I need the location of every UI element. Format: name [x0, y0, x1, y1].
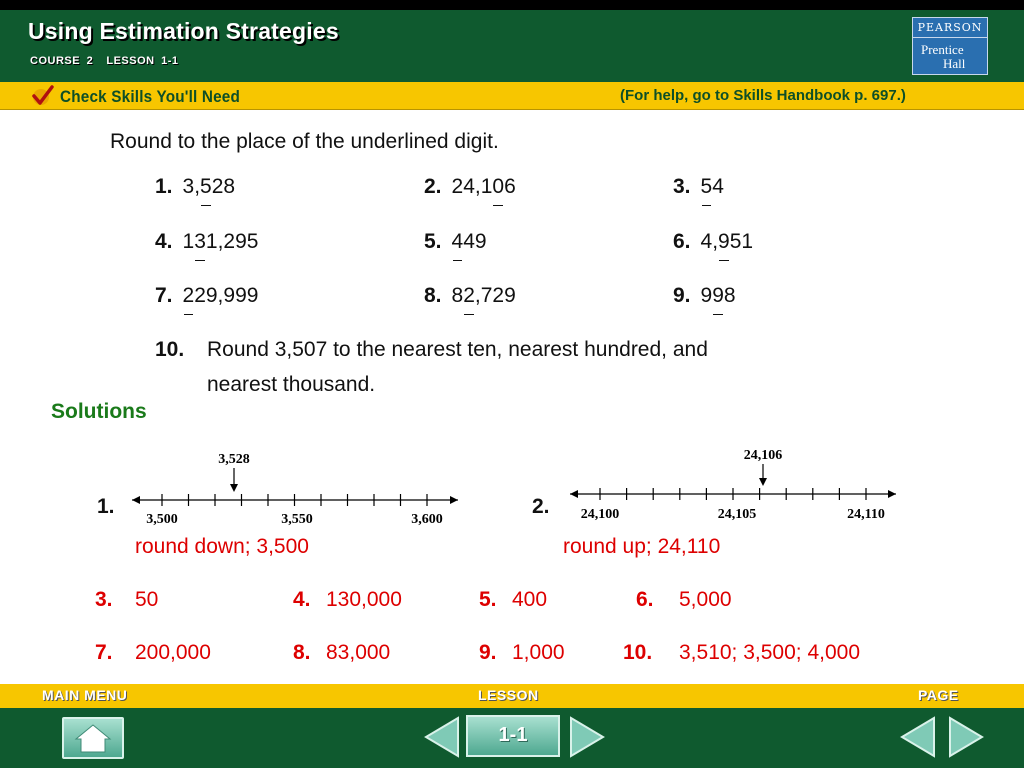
problem-6	[673, 230, 753, 254]
publisher-imprint-line1: Prentice	[921, 42, 964, 57]
answer-number: 3.	[95, 588, 113, 611]
problem-10-text-line1: Round 3,507 to the nearest ten, nearest hundred, and	[207, 338, 708, 361]
problem-number: 10.	[155, 338, 185, 361]
right-arrow-icon	[950, 718, 982, 756]
problem-value: 229,999	[182, 284, 259, 307]
tick-label: 24,105	[717, 507, 757, 522]
problem-number: 6.	[673, 230, 691, 253]
pointer-label: 3,528	[218, 452, 250, 467]
problem-value: 131,295	[182, 230, 259, 253]
solution-1-caption: round down; 3,500	[135, 535, 309, 558]
answer-value: 3,510; 3,500; 4,000	[679, 641, 860, 664]
problem-number: 9.	[673, 284, 691, 307]
solution-1-number: 1.	[97, 495, 115, 518]
tick-label: 3,500	[146, 512, 178, 527]
pointer-label: 24,106	[743, 448, 783, 463]
problem-7	[155, 284, 258, 308]
problem-number: 1.	[155, 175, 173, 198]
right-arrow-icon	[571, 718, 603, 756]
axis-right-arrow	[888, 490, 896, 498]
number-line-2	[566, 442, 902, 526]
underlined-digit: 5	[700, 175, 713, 198]
problem-4	[155, 230, 258, 254]
problem-5	[424, 230, 487, 254]
answer-value: 83,000	[326, 641, 391, 664]
problem-10-text-line2: nearest thousand.	[207, 373, 376, 396]
axis-left-arrow	[570, 490, 578, 498]
lesson-previous-button[interactable]	[422, 715, 462, 759]
solution-2-number: 2.	[532, 495, 550, 518]
course-lesson-subtitle: COURSE 2 LESSON 1-1	[30, 55, 179, 67]
answer-number: 5.	[479, 588, 497, 611]
answer-number: 9.	[479, 641, 497, 664]
problem-3	[673, 175, 724, 199]
problem-value: 998	[700, 284, 736, 307]
solution-2-caption: round up; 24,110	[563, 535, 721, 558]
answer-value: 5,000	[679, 588, 732, 611]
problem-value: 54	[700, 175, 724, 198]
problem-2	[424, 175, 516, 199]
publisher-imprint-line2: Hall	[943, 56, 966, 71]
underlined-digit: 2	[182, 284, 195, 307]
underlined-digit: 4	[451, 230, 464, 253]
problem-10	[155, 338, 184, 362]
problem-value: 4,951	[700, 230, 754, 253]
problem-number: 8.	[424, 284, 442, 307]
page-label: PAGE	[918, 687, 959, 703]
main-menu-home-button[interactable]	[62, 717, 124, 759]
instruction-text: Round to the place of the underlined digit.	[110, 130, 499, 153]
problem-1	[155, 175, 235, 199]
page-next-button[interactable]	[946, 715, 986, 759]
problem-value: 82,729	[451, 284, 516, 307]
checkmark-icon	[30, 84, 54, 108]
tick-label: 24,100	[580, 507, 620, 522]
publisher-name: PEARSON	[913, 21, 987, 38]
lesson-label: LESSON	[478, 687, 539, 703]
axis-right-arrow	[450, 496, 458, 504]
answer-number: 10.	[623, 641, 653, 664]
publisher-logo	[912, 17, 988, 75]
problem-8	[424, 284, 516, 308]
problem-value: 3,528	[182, 175, 236, 198]
problem-number: 4.	[155, 230, 173, 253]
check-skills-label: Check Skills You'll Need	[60, 87, 241, 106]
axis-left-arrow	[132, 496, 140, 504]
answer-value: 200,000	[135, 641, 211, 664]
underlined-digit: 0	[492, 175, 505, 198]
underlined-digit: 9	[712, 284, 724, 307]
problem-number: 7.	[155, 284, 173, 307]
answer-value: 1,000	[512, 641, 565, 664]
left-arrow-icon	[426, 718, 458, 756]
answer-number: 4.	[293, 588, 311, 611]
answer-number: 7.	[95, 641, 113, 664]
skills-handbook-help: (For help, go to Skills Handbook p. 697.)	[620, 87, 906, 104]
lesson-next-button[interactable]	[567, 715, 607, 759]
underlined-digit: 3	[194, 230, 206, 253]
number-line-1	[128, 446, 464, 530]
answer-number: 8.	[293, 641, 311, 664]
problem-number: 2.	[424, 175, 442, 198]
lesson-number-badge: 1-1	[466, 715, 560, 757]
page-previous-button[interactable]	[898, 715, 938, 759]
problem-9	[673, 284, 736, 308]
underlined-digit: 5	[200, 175, 212, 198]
main-menu-label: MAIN MENU	[42, 687, 128, 703]
tick-label: 3,550	[281, 512, 313, 527]
left-arrow-icon	[902, 718, 934, 756]
answer-value: 130,000	[326, 588, 402, 611]
solutions-heading: Solutions	[51, 400, 147, 423]
answer-number: 6.	[636, 588, 654, 611]
home-icon	[64, 719, 122, 757]
slide-title: Using Estimation Strategies	[28, 18, 339, 44]
tick-label: 24,110	[847, 507, 885, 522]
pointer-arrow-head	[230, 484, 238, 492]
problem-number: 5.	[424, 230, 442, 253]
pointer-arrow-head	[759, 478, 767, 486]
answer-value: 50	[135, 588, 159, 611]
problem-value: 24,106	[451, 175, 516, 198]
tick-label: 3,600	[411, 512, 443, 527]
problem-number: 3.	[673, 175, 691, 198]
answer-value: 400	[512, 588, 548, 611]
underlined-digit: 9	[718, 230, 730, 253]
problem-value: 449	[451, 230, 487, 253]
underlined-digit: 2	[463, 284, 475, 307]
